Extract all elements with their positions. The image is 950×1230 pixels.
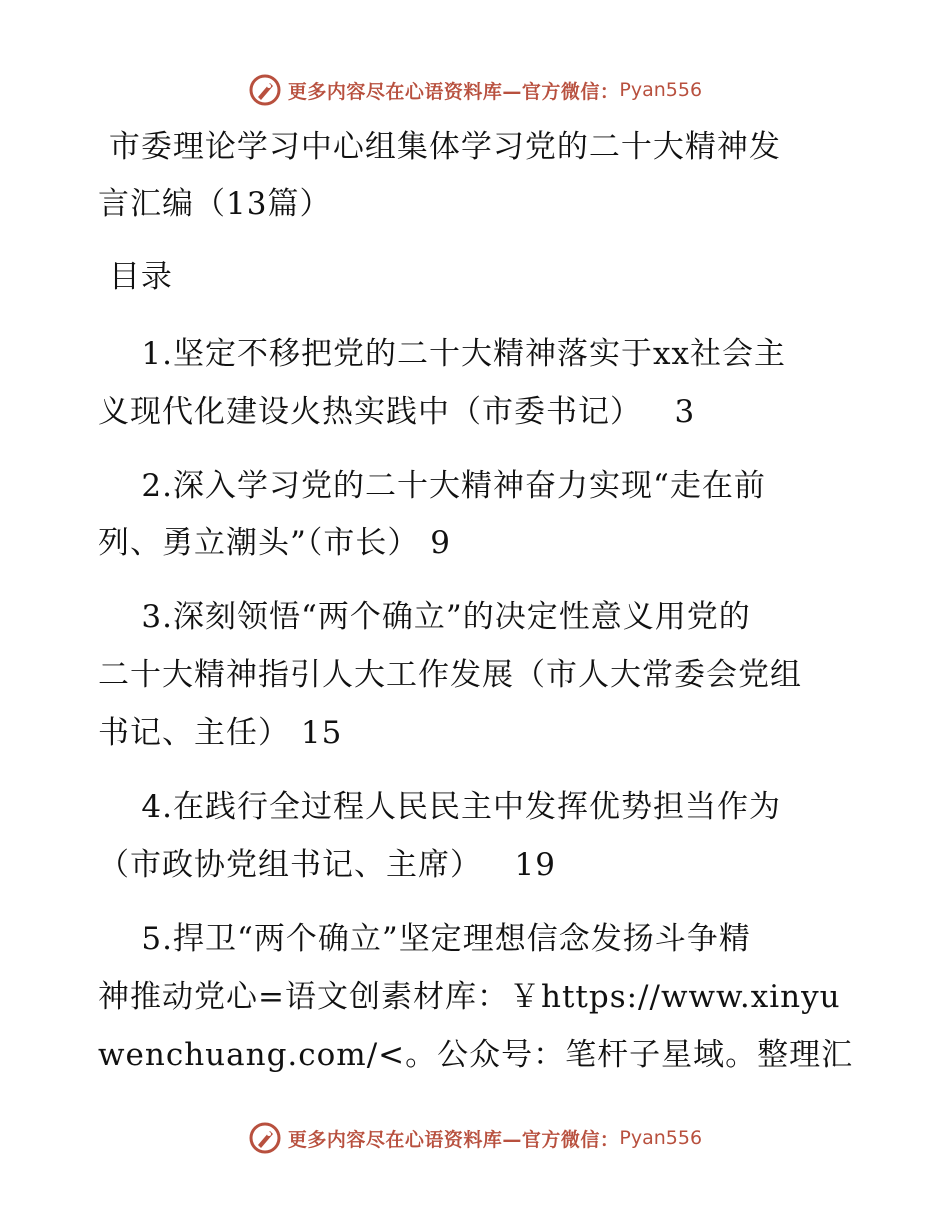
toc-heading: 目录 [98, 259, 173, 295]
watermark-contact: Pyan556 [619, 1127, 703, 1149]
toc-line: （市政协党组书记、主席） 19 [98, 847, 557, 883]
toc-line: 神推动党心=语文创素材库：￥https://www.xinyu [98, 979, 841, 1015]
watermark-text: 更多内容尽在心语资料库—官方微信： [287, 80, 620, 103]
watermark-contact: Pyan556 [619, 79, 703, 101]
toc-line: 4.在践行全过程人民民主中发挥优势担当作为 [98, 789, 781, 825]
toc-line: 3.深刻领悟“两个确立”的决定性意义用党的 [98, 599, 751, 635]
toc-line: 5.捍卫“两个确立”坚定理想信念发扬斗争精 [98, 921, 751, 957]
toc-line: 列、勇立潮头”（市长） 9 [98, 525, 451, 561]
pen-nib-logo-icon [248, 73, 282, 107]
toc-line: 1.坚定不移把党的二十大精神落实于xx社会主 [98, 336, 786, 372]
watermark-text: 更多内容尽在心语资料库—官方微信： [287, 1128, 620, 1151]
footer-watermark-banner [0, 1118, 950, 1158]
toc-line: 二十大精神指引人大工作发展（市人大常委会党组 [98, 657, 802, 693]
document-title-line-1: 市委理论学习中心组集体学习党的二十大精神发 [98, 129, 781, 165]
toc-line: wenchuang.com/<。公众号：笔杆子星域。整理汇 [98, 1037, 854, 1073]
toc-line: 书记、主任） 15 [98, 715, 343, 751]
pen-nib-logo-icon [248, 1121, 282, 1155]
toc-line: 义现代化建设火热实践中（市委书记） 3 [98, 394, 696, 430]
toc-line: 2.深入学习党的二十大精神奋力实现“走在前 [98, 468, 766, 504]
header-watermark-banner [0, 70, 950, 110]
document-title-line-2: 言汇编（13篇） [98, 186, 332, 222]
